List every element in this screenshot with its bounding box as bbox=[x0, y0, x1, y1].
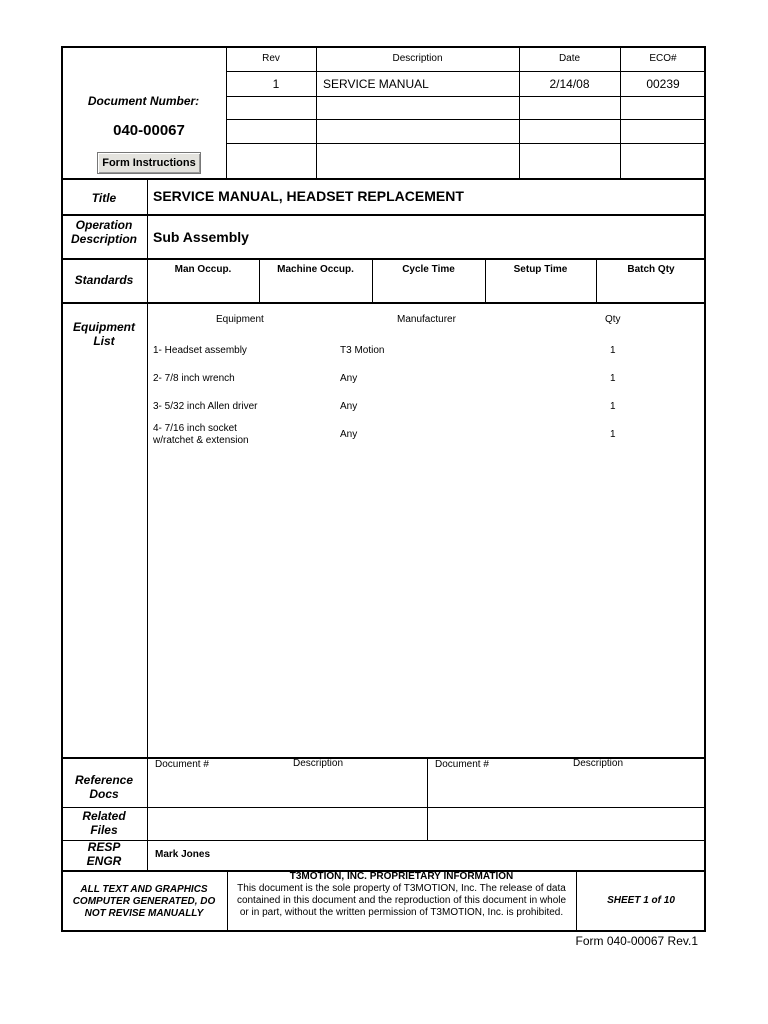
reference-document-number-header: Document # bbox=[155, 759, 209, 770]
equipment-list-label: Equipment List bbox=[73, 320, 135, 348]
rev-table-left-border bbox=[226, 46, 227, 178]
cycle-time-header: Cycle Time bbox=[402, 264, 455, 275]
description-header: Description bbox=[392, 53, 443, 64]
description-value: SERVICE MANUAL bbox=[323, 77, 429, 91]
document-number-label: Document Number: bbox=[87, 94, 200, 108]
qty-header: Qty bbox=[605, 314, 621, 325]
form-instructions-button[interactable]: Form Instructions bbox=[97, 152, 201, 174]
title-label: Title bbox=[91, 191, 117, 205]
label-column-divider bbox=[147, 178, 148, 870]
rev-header: Rev bbox=[262, 53, 280, 64]
reference-description-header-right: Description bbox=[573, 758, 624, 769]
reference-docs-label: Reference Docs bbox=[74, 773, 134, 801]
date-value: 2/14/08 bbox=[549, 77, 590, 91]
machine-occup-header: Machine Occup. bbox=[277, 264, 354, 275]
document-number: 040-00067 bbox=[113, 122, 185, 139]
resp-engr-value: Mark Jones bbox=[155, 849, 211, 860]
eco-header: ECO# bbox=[649, 53, 677, 64]
man-occup-header: Man Occup. bbox=[174, 264, 232, 275]
rev-value: 1 bbox=[272, 77, 280, 91]
resp-engr-label: RESP ENGR bbox=[86, 840, 122, 868]
operation-label: Operation Description bbox=[70, 218, 137, 246]
operation-value: Sub Assembly bbox=[153, 229, 249, 245]
reference-description-header: Description bbox=[293, 758, 344, 769]
reference-document-number-header-right: Document # bbox=[435, 759, 489, 770]
equipment-header: Equipment bbox=[216, 314, 264, 325]
sheet-number: SHEET 1 of 10 bbox=[607, 895, 675, 906]
eco-value: 00239 bbox=[646, 77, 680, 91]
form-number: Form 040-00067 Rev.1 bbox=[575, 934, 698, 948]
date-header: Date bbox=[558, 53, 581, 64]
manufacturer-header: Manufacturer bbox=[397, 314, 456, 325]
generated-notice: ALL TEXT AND GRAPHICS COMPUTER GENERATED, DO NOT REVISE MANUALLY bbox=[72, 884, 216, 919]
standards-label: Standards bbox=[74, 273, 134, 287]
title-value: SERVICE MANUAL, HEADSET REPLACEMENT bbox=[153, 188, 464, 204]
proprietary-information: T3MOTION, INC. PROPRIETARY INFORMATION This document is the sole property of T3MOTION, Inc. The release of data contained in this document and the reproduction of this document in whole or in part, without the written permission of T3MOTION, Inc. is prohibited. bbox=[236, 871, 567, 918]
batch-qty-header: Batch Qty bbox=[627, 264, 675, 275]
related-files-label: Related Files bbox=[82, 809, 126, 837]
setup-time-header: Setup Time bbox=[513, 264, 568, 275]
